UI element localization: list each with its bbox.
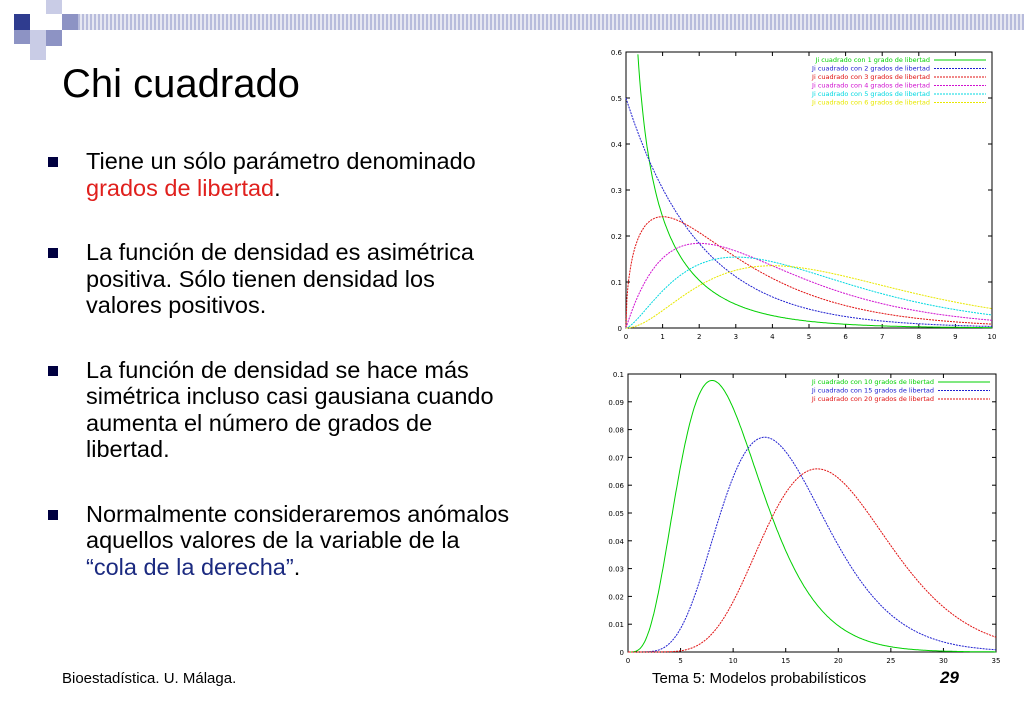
footer-topic: Tema 5: Modelos probabilísticos (652, 670, 867, 687)
plot-frame (626, 52, 992, 328)
bullet-item (44, 148, 514, 201)
bullet-text-end: . (293, 553, 301, 580)
x-tick-label: 5 (806, 333, 812, 341)
x-tick-label: 3 (733, 333, 739, 341)
footer-institution: Bioestadística. U. Málaga. (62, 670, 237, 687)
bullet-square-icon (48, 157, 58, 167)
x-tick-label: 10 (987, 333, 997, 341)
legend-label: Ji cuadrado con 20 grados de libertad (811, 395, 934, 403)
x-tick-label: 30 (938, 657, 948, 665)
bullet-list (44, 148, 514, 618)
y-tick-label: 0.04 (608, 537, 624, 546)
y-tick-label: 0.08 (608, 426, 624, 435)
decor-square (14, 14, 30, 30)
decor-square (62, 14, 78, 30)
header-stripe (78, 14, 1024, 30)
y-tick-label: 0.07 (608, 454, 624, 463)
x-tick-label: 35 (991, 657, 1001, 665)
legend-label: Ji cuadrado con 4 grados de libertad (812, 81, 930, 90)
x-tick-label: 20 (833, 657, 843, 665)
bullet-text: La función de densidad se hace más simétrica incluso casi gausiana cuando aumenta el número de grados de libertad. (86, 356, 494, 462)
y-tick-label: 0.05 (608, 510, 624, 518)
corner-decoration (0, 0, 80, 60)
chart-top-svg (596, 40, 1000, 350)
legend-label: Ji cuadrado con 5 grados de libertad (812, 90, 930, 98)
x-tick-label: 2 (696, 333, 702, 341)
decor-square (46, 0, 62, 14)
bullet-item (44, 501, 514, 581)
bullet-square-icon (48, 510, 58, 520)
x-tick-label: 25 (886, 657, 896, 665)
x-tick-label: 5 (678, 657, 683, 665)
x-tick-label: 0 (623, 333, 629, 341)
bullet-highlight: “cola de la derecha” (86, 553, 294, 580)
chart-bottom-svg (596, 362, 1006, 668)
y-tick-label: 0.09 (608, 398, 624, 407)
x-tick-label: 4 (770, 333, 775, 341)
y-tick-label: 0.2 (610, 233, 622, 241)
bullet-text: La función de densidad es asimétrica positiva. Sólo tienen densidad los valores positivos. (86, 239, 474, 318)
legend-label: Ji cuadrado con 3 grados de libertad (812, 73, 930, 81)
y-tick-label: 0.01 (608, 621, 624, 630)
bullet-text: Normalmente consideraremos anómalos aquellos valores de la variable de la (86, 500, 510, 553)
decor-square (14, 30, 30, 44)
page-number: 29 (940, 668, 959, 687)
x-tick-label: 0 (625, 657, 631, 665)
y-tick-label: 0.3 (610, 187, 622, 195)
decor-square (46, 30, 62, 46)
x-tick-label: 15 (781, 657, 791, 665)
x-tick-label: 7 (879, 333, 885, 341)
legend-label: Ji cuadrado con 1 grado de libertad (815, 56, 930, 64)
y-tick-label: 0.02 (608, 593, 624, 602)
slide-title: Chi cuadrado (62, 62, 300, 106)
y-tick-label: 0.03 (608, 565, 624, 574)
x-tick-label: 1 (660, 333, 665, 341)
plot-frame (628, 374, 996, 652)
legend-label: Ji cuadrado con 15 grados de libertad (811, 386, 934, 395)
bullet-text: Tiene un sólo parámetro denominado (86, 148, 476, 174)
decor-square (30, 46, 46, 60)
y-tick-label: 0.1 (612, 371, 624, 379)
y-tick-label: 0.06 (608, 482, 624, 491)
chart-top (596, 40, 1000, 350)
bullet-item (44, 239, 514, 319)
y-tick-label: 0.5 (610, 95, 622, 103)
y-tick-label: 0.6 (610, 49, 622, 57)
legend-label: Ji cuadrado con 6 grados de libertad (812, 98, 930, 107)
legend-label: Ji cuadrado con 10 grados de libertad (811, 378, 934, 386)
stripe-pattern (78, 14, 1024, 30)
bullet-square-icon (48, 366, 58, 376)
decor-square (30, 30, 46, 46)
bullet-highlight: grados de libertad (86, 174, 275, 201)
chart-bottom (596, 362, 1006, 668)
y-tick-label: 0 (619, 649, 624, 657)
legend-label: Ji cuadrado con 2 grados de libertad (812, 64, 930, 73)
y-tick-label: 0.1 (610, 279, 622, 287)
bullet-square-icon (48, 248, 58, 258)
y-tick-label: 0.4 (610, 141, 622, 149)
x-tick-label: 9 (953, 333, 958, 341)
x-tick-label: 10 (728, 657, 738, 665)
bullet-item (44, 357, 514, 463)
x-tick-label: 8 (916, 333, 922, 341)
x-tick-label: 6 (843, 333, 848, 341)
bullet-text-end: . (274, 174, 281, 201)
y-tick-label: 0 (617, 325, 622, 333)
